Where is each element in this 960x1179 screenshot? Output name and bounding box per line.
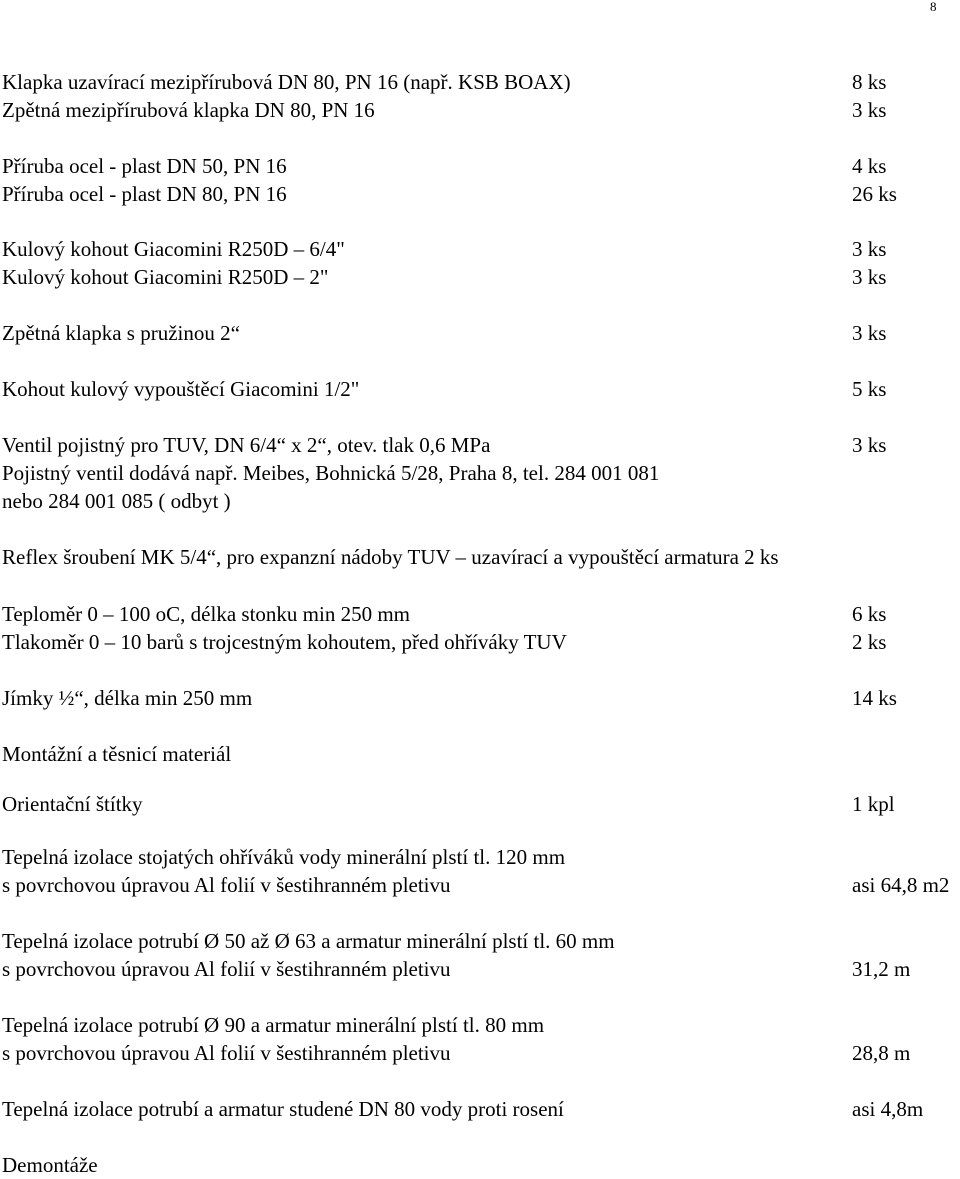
list-item: Zpětná mezipřírubová klapka DN 80, PN 16 xyxy=(2,98,375,122)
list-item: Tepelná izolace stojatých ohříváků vody minerální plstí tl. 120 mm xyxy=(2,845,566,869)
list-item: nebo 284 001 085 ( odbyt ) xyxy=(2,489,231,513)
list-item: Tepelná izolace potrubí Ø 50 až Ø 63 a armatur minerální plstí tl. 60 mm xyxy=(2,929,615,953)
item-quantity: 3 ks xyxy=(852,237,887,261)
item-quantity: 2 ks xyxy=(852,630,887,654)
list-item: Tlakoměr 0 – 10 barů s trojcestným kohoutem, před ohříváky TUV xyxy=(2,630,567,654)
item-quantity: asi 4,8m xyxy=(852,1097,924,1121)
item-quantity: 3 ks xyxy=(852,321,887,345)
list-item: Pojistný ventil dodává např. Meibes, Bohnická 5/28, Praha 8, tel. 284 001 081 xyxy=(2,461,660,485)
item-quantity: 28,8 m xyxy=(852,1041,911,1065)
list-item: Montážní a těsnicí materiál xyxy=(2,742,232,766)
item-quantity: 31,2 m xyxy=(852,957,911,981)
list-item: Příruba ocel - plast DN 50, PN 16 xyxy=(2,154,287,178)
item-quantity: asi 64,8 m2 xyxy=(852,873,950,897)
list-item: s povrchovou úpravou Al folií v šestihranném pletivu xyxy=(2,873,451,897)
list-item: Klapka uzavírací mezipřírubová DN 80, PN 16 (např. KSB BOAX) xyxy=(2,70,571,94)
list-item: Kulový kohout Giacomini R250D – 6/4" xyxy=(2,237,345,261)
item-quantity: 8 ks xyxy=(852,70,887,94)
item-quantity: 3 ks xyxy=(852,265,887,289)
list-item: s povrchovou úpravou Al folií v šestihranném pletivu xyxy=(2,957,451,981)
list-item: Zpětná klapka s pružinou 2“ xyxy=(2,321,240,345)
item-quantity: 3 ks xyxy=(852,98,887,122)
list-item: Ventil pojistný pro TUV, DN 6/4“ x 2“, otev. tlak 0,6 MPa xyxy=(2,433,491,457)
item-quantity: 26 ks xyxy=(852,182,897,206)
list-item: Jímky ½“, délka min 250 mm xyxy=(2,686,253,710)
list-item: Kulový kohout Giacomini R250D – 2" xyxy=(2,265,329,289)
list-item: Tepelná izolace potrubí Ø 90 a armatur minerální plstí tl. 80 mm xyxy=(2,1013,545,1037)
item-quantity: 3 ks xyxy=(852,433,887,457)
list-item: Příruba ocel - plast DN 80, PN 16 xyxy=(2,182,287,206)
list-item: Tepelná izolace potrubí a armatur studené DN 80 vody proti rosení xyxy=(2,1097,564,1121)
item-quantity: 5 ks xyxy=(852,377,887,401)
item-quantity: 6 ks xyxy=(852,602,887,626)
list-item: Orientační štítky xyxy=(2,792,143,816)
list-item: Kohout kulový vypouštěcí Giacomini 1/2" xyxy=(2,377,360,401)
item-quantity: 14 ks xyxy=(852,686,897,710)
section-heading: Demontáže xyxy=(2,1153,98,1177)
list-item: s povrchovou úpravou Al folií v šestihranném pletivu xyxy=(2,1041,451,1065)
page-number: 8 xyxy=(930,0,937,14)
item-quantity: 4 ks xyxy=(852,154,887,178)
item-quantity: 1 kpl xyxy=(852,792,895,816)
list-item: Reflex šroubení MK 5/4“, pro expanzní nádoby TUV – uzavírací a vypouštěcí armatura 2 ks xyxy=(2,545,779,569)
list-item: Teploměr 0 – 100 oC, délka stonku min 250 mm xyxy=(2,602,410,626)
